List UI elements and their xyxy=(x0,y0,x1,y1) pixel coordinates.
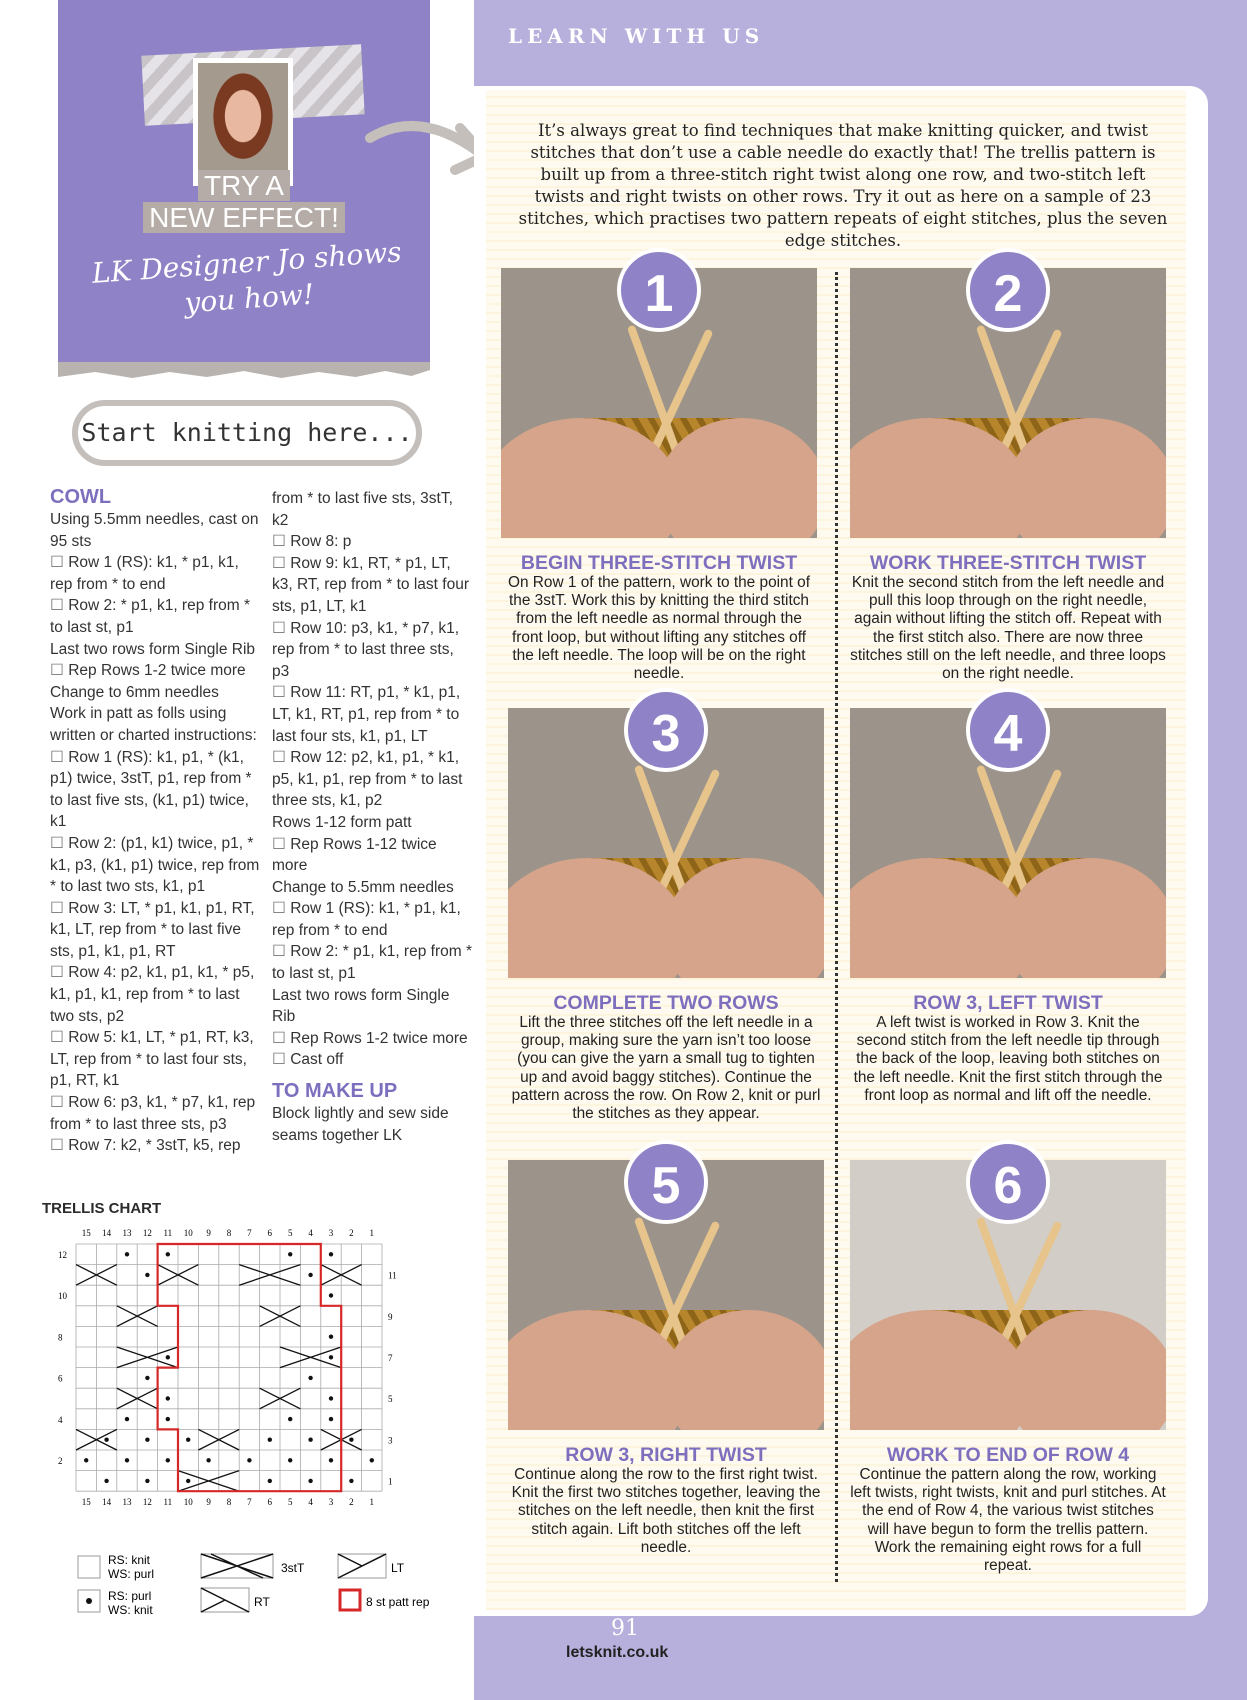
section-heading: COWL xyxy=(50,486,112,508)
purl-dot xyxy=(166,1355,170,1359)
pattern-line: from * to last five sts, 3stT, k2 xyxy=(272,490,453,529)
pattern-line[interactable]: ☐ Row 5: k1, LT, * p1, RT, k3, LT, rep from * to last four sts, p1, RT, k1 xyxy=(50,1027,260,1092)
column-label: 9 xyxy=(206,1228,211,1238)
column-label: 8 xyxy=(226,1228,232,1238)
legend-rt-symbol xyxy=(201,1588,249,1612)
pattern-line[interactable]: ☐ Row 6: p3, k1, * p7, k1, rep from * to last three sts, p3 xyxy=(50,1092,260,1135)
row-label: 8 xyxy=(58,1332,63,1343)
row-label: 11 xyxy=(388,1270,397,1281)
column-label: 10 xyxy=(183,1228,193,1238)
column-label: 10 xyxy=(183,1497,193,1508)
column-label: 15 xyxy=(81,1497,91,1508)
pattern-line[interactable]: ☐ Row 12: p2, k1, p1, * k1, p5, k1, p1, rep from * to last three sts, k1, p2 xyxy=(272,747,472,812)
column-label: 11 xyxy=(163,1228,173,1238)
page-number: 91 xyxy=(611,1616,639,1641)
pattern-line: Block lightly and sew side seams together LK xyxy=(272,1105,449,1144)
step-number-badge: 3 xyxy=(624,688,708,772)
step-text: Continue the pattern along the row, working left twists, right twists, knit and purl stitches. At the end of Row 4, the various twist stitches will have begun to form the trellis pattern. Work the remaining eight rows for a full repeat. xyxy=(850,1466,1166,1575)
purl-dot xyxy=(329,1252,333,1256)
row-label: 6 xyxy=(58,1373,63,1384)
svg-text:WS: purl: WS: purl xyxy=(108,1567,155,1581)
purl-dot xyxy=(329,1417,333,1421)
start-knitting-banner: Start knitting here... xyxy=(72,400,422,466)
purl-dot xyxy=(329,1335,333,1339)
purl-dot xyxy=(288,1417,292,1421)
step-divider xyxy=(835,272,838,1582)
step-text: Lift the three stitches off the left needle in a group, making sure the yarn isn’t too loose (you can give the yarn a small tug to tighten up and avoid baggy stitches). Continue the pattern across the row. On Row 2, knit or purl the stitches as they appear. xyxy=(511,1014,821,1123)
step-number-badge: 1 xyxy=(617,248,701,332)
pattern-line[interactable]: ☐ Row 1 (RS): k1, * p1, k1, rep from * to end xyxy=(272,898,472,941)
step-title: COMPLETE TWO ROWS xyxy=(553,992,779,1014)
purl-dot xyxy=(145,1479,149,1483)
chart-title: TRELLIS CHART xyxy=(42,1200,162,1217)
purl-dot xyxy=(186,1479,190,1483)
purl-dot xyxy=(104,1479,108,1483)
column-label: 12 xyxy=(142,1228,152,1238)
column-label: 6 xyxy=(267,1228,273,1238)
row-label: 3 xyxy=(388,1435,393,1446)
purl-dot xyxy=(104,1438,108,1442)
step-title: WORK TO END OF ROW 4 xyxy=(886,1444,1130,1466)
purl-dot xyxy=(288,1458,292,1462)
legend-3stt-label: 3stT xyxy=(281,1561,305,1575)
pattern-line[interactable]: ☐ Rep Rows 1-12 twice more xyxy=(272,834,472,877)
pattern-line: Change to 5.5mm needles xyxy=(272,878,454,896)
column-label: 7 xyxy=(247,1497,252,1508)
step-number-badge: 4 xyxy=(966,688,1050,772)
purl-dot xyxy=(145,1438,149,1442)
purl-dot xyxy=(166,1458,170,1462)
purl-dot xyxy=(206,1458,210,1462)
pattern-line[interactable]: ☐ Row 8: p xyxy=(272,531,472,553)
purl-dot xyxy=(349,1438,353,1442)
pattern-line[interactable]: ☐ Row 2: * p1, k1, rep from * to last st, p1 xyxy=(272,941,472,984)
purl-dot xyxy=(247,1458,251,1462)
column-label: 3 xyxy=(328,1497,334,1508)
svg-text:WS: knit: WS: knit xyxy=(108,1603,153,1617)
column-label: 5 xyxy=(287,1228,293,1238)
legend-rep-label: 8 st patt rep xyxy=(366,1595,430,1609)
step-title: WORK THREE-STITCH TWIST xyxy=(869,552,1147,574)
pattern-line[interactable]: ☐ Row 1 (RS): k1, * p1, k1, rep from * to end xyxy=(50,552,260,595)
badge-line1: TRY A xyxy=(198,170,290,201)
step-text: Continue along the row to the first right twist. Knit the first two stitches together, leaving the stitches on the left needle, then knit the first stitch again. Lift both stitches off the left needle. xyxy=(511,1466,821,1556)
pattern-line: Last two rows form Single Rib xyxy=(272,986,450,1026)
column-label: 12 xyxy=(142,1497,152,1508)
column-label: 14 xyxy=(102,1228,112,1238)
legend-knit-swatch xyxy=(78,1556,100,1578)
pattern-line: Change to 6mm needles xyxy=(50,683,219,701)
website-url: letsknit.co.uk xyxy=(566,1644,669,1661)
purl-dot xyxy=(166,1417,170,1421)
pattern-line: Last two rows form Single Rib xyxy=(50,640,256,658)
column-label: 6 xyxy=(267,1497,273,1508)
row-label: 5 xyxy=(388,1394,393,1405)
badge-line2: NEW EFFECT! xyxy=(143,202,345,233)
purl-dot xyxy=(329,1355,333,1359)
pattern-line[interactable]: ☐ Cast off xyxy=(272,1049,472,1071)
purl-dot xyxy=(186,1438,190,1442)
pattern-line[interactable]: ☐ Rep Rows 1-2 twice more xyxy=(50,660,260,682)
purl-dot xyxy=(370,1458,374,1462)
purl-dot xyxy=(268,1479,272,1483)
step-number-badge: 6 xyxy=(966,1140,1050,1224)
purl-dot xyxy=(145,1376,149,1380)
column-label: 14 xyxy=(102,1497,112,1508)
pattern-line[interactable]: ☐ Rep Rows 1-2 twice more xyxy=(272,1028,472,1050)
section-title: LEARN WITH US xyxy=(508,24,765,48)
step-text: Knit the second stitch from the left needle and pull this loop through on the right needle, again without lifting the stitch off. Repeat with the first stitch also. There are now three stitches still on the left needle, and three loops on the right needle. xyxy=(850,574,1166,683)
column-label: 7 xyxy=(247,1228,252,1238)
column-label: 15 xyxy=(81,1228,91,1238)
purl-dot xyxy=(329,1396,333,1400)
legend-rt-label: RT xyxy=(254,1595,270,1609)
purl-dot xyxy=(308,1438,312,1442)
pattern-line[interactable]: ☐ Row 7: k2, * 3stT, k5, rep xyxy=(50,1135,260,1157)
column-label: 4 xyxy=(308,1497,313,1508)
purl-dot xyxy=(308,1376,312,1380)
designer-photo xyxy=(193,58,293,186)
row-label: 10 xyxy=(58,1291,67,1302)
purl-dot xyxy=(349,1479,353,1483)
legend-rep-swatch xyxy=(340,1590,360,1610)
pattern-line: Rows 1-12 form patt xyxy=(272,813,412,831)
pattern-line[interactable]: ☐ Row 10: p3, k1, * p7, k1, rep from * to last three sts, p3 xyxy=(272,618,472,683)
column-label: 3 xyxy=(328,1228,334,1238)
step-number-badge: 2 xyxy=(966,248,1050,332)
script-caption: LK Designer Jo shows you how! xyxy=(90,235,403,320)
column-label: 5 xyxy=(287,1497,293,1508)
column-label: 9 xyxy=(206,1497,211,1508)
purl-dot xyxy=(329,1458,333,1462)
purl-dot xyxy=(84,1458,88,1462)
step-text: A left twist is worked in Row 3. Knit the second stitch from the left needle tip through the back of the loop, leaving both stitches on the left needle. Knit the first stitch through the front loop as normal and lift off the needle. xyxy=(853,1014,1163,1104)
twist-symbol xyxy=(239,1265,300,1286)
legend-lt-label: LT xyxy=(391,1561,405,1575)
purl-dot xyxy=(166,1396,170,1400)
pattern-line[interactable]: ☐ Row 4: p2, k1, p1, k1, * p5, k1, p1, k1, rep from * to last two sts, p2 xyxy=(50,962,260,1027)
trellis-chart xyxy=(54,1224,454,1549)
row-label: 9 xyxy=(388,1311,393,1322)
purl-dot xyxy=(268,1438,272,1442)
column-label: 2 xyxy=(349,1497,354,1508)
step-title: ROW 3, LEFT TWIST xyxy=(913,992,1103,1014)
row-label: 7 xyxy=(388,1353,393,1363)
legend-lt-symbol xyxy=(338,1554,386,1578)
step-number-badge: 5 xyxy=(624,1140,708,1224)
column-label: 1 xyxy=(369,1497,375,1508)
intro-text: It’s always great to find techniques that make knitting quicker, and twist stitches that don’t use a cable needle do exactly that! The trellis pattern is built up from a three-stitch right twist along one row, and two-stitch left twists and right twists on other rows. Try it out as here on a sample of 23 stitches, which practises two pattern repeats of eight stitches, plus the seven edge stitches. xyxy=(518,121,1168,250)
purl-dot xyxy=(166,1252,170,1256)
column-label: 11 xyxy=(163,1497,173,1508)
pattern-column-2 xyxy=(272,488,472,1146)
purl-dot xyxy=(308,1273,312,1277)
pattern-column-1 xyxy=(50,485,260,1157)
pattern-line[interactable]: ☐ Row 2: * p1, k1, rep from * to last st, p1 xyxy=(50,595,260,638)
purl-dot xyxy=(125,1252,129,1256)
pattern-line[interactable]: ☐ Row 1 (RS): k1, p1, * (k1, p1) twice, 3stT, p1, rep from * to last five sts, (k1, p1) twice, k1 xyxy=(50,747,260,833)
pattern-line[interactable]: ☐ Row 11: RT, p1, * k1, p1, LT, k1, RT, p1, rep from * to last four sts, k1, p1, LT xyxy=(272,682,472,747)
step-text: On Row 1 of the pattern, work to the point of the 3stT. Work this by knitting the third stitch from the left needle as normal through the front loop, but without lifting any stitches off the left needle. The loop will be on the right needle. xyxy=(508,574,810,683)
legend-knit-label: RS: knit xyxy=(108,1553,151,1567)
pattern-line[interactable]: ☐ Row 3: LT, * p1, k1, p1, RT, k1, LT, rep from * to last five sts, p1, k1, p1, RT xyxy=(50,898,260,963)
row-label: 2 xyxy=(58,1456,63,1466)
pattern-line[interactable]: ☐ Row 9: k1, RT, * p1, LT, k3, RT, rep from * to last four sts, p1, LT, k1 xyxy=(272,553,472,618)
chart-legend xyxy=(76,1548,456,1618)
purl-dot xyxy=(329,1293,333,1297)
column-label: 1 xyxy=(369,1228,375,1238)
column-label: 2 xyxy=(349,1228,354,1238)
column-label: 13 xyxy=(122,1228,132,1238)
pattern-line: Using 5.5mm needles, cast on 95 sts xyxy=(50,511,259,550)
step-title: BEGIN THREE-STITCH TWIST xyxy=(520,552,798,574)
legend-purl-label: RS: purl xyxy=(108,1589,152,1603)
row-label: 1 xyxy=(388,1476,393,1487)
row-label: 12 xyxy=(58,1250,67,1260)
purl-dot xyxy=(145,1273,149,1277)
purl-dot xyxy=(308,1479,312,1483)
pattern-line: Work in patt as folls using written or charted instructions: xyxy=(50,705,257,744)
purl-dot xyxy=(125,1417,129,1421)
pattern-line[interactable]: ☐ Row 2: (p1, k1) twice, p1, * k1, p3, (k1, p1) twice, rep from * to last two sts, k1, p1 xyxy=(50,833,260,898)
section-heading: TO MAKE UP xyxy=(272,1080,398,1103)
step-title: ROW 3, RIGHT TWIST xyxy=(565,1444,767,1466)
row-label: 4 xyxy=(58,1414,63,1425)
legend-3stt-symbol xyxy=(201,1554,273,1578)
column-label: 8 xyxy=(226,1497,232,1508)
column-label: 4 xyxy=(308,1228,313,1238)
purl-dot xyxy=(125,1458,129,1462)
column-label: 13 xyxy=(122,1497,132,1508)
purl-dot xyxy=(288,1252,292,1256)
